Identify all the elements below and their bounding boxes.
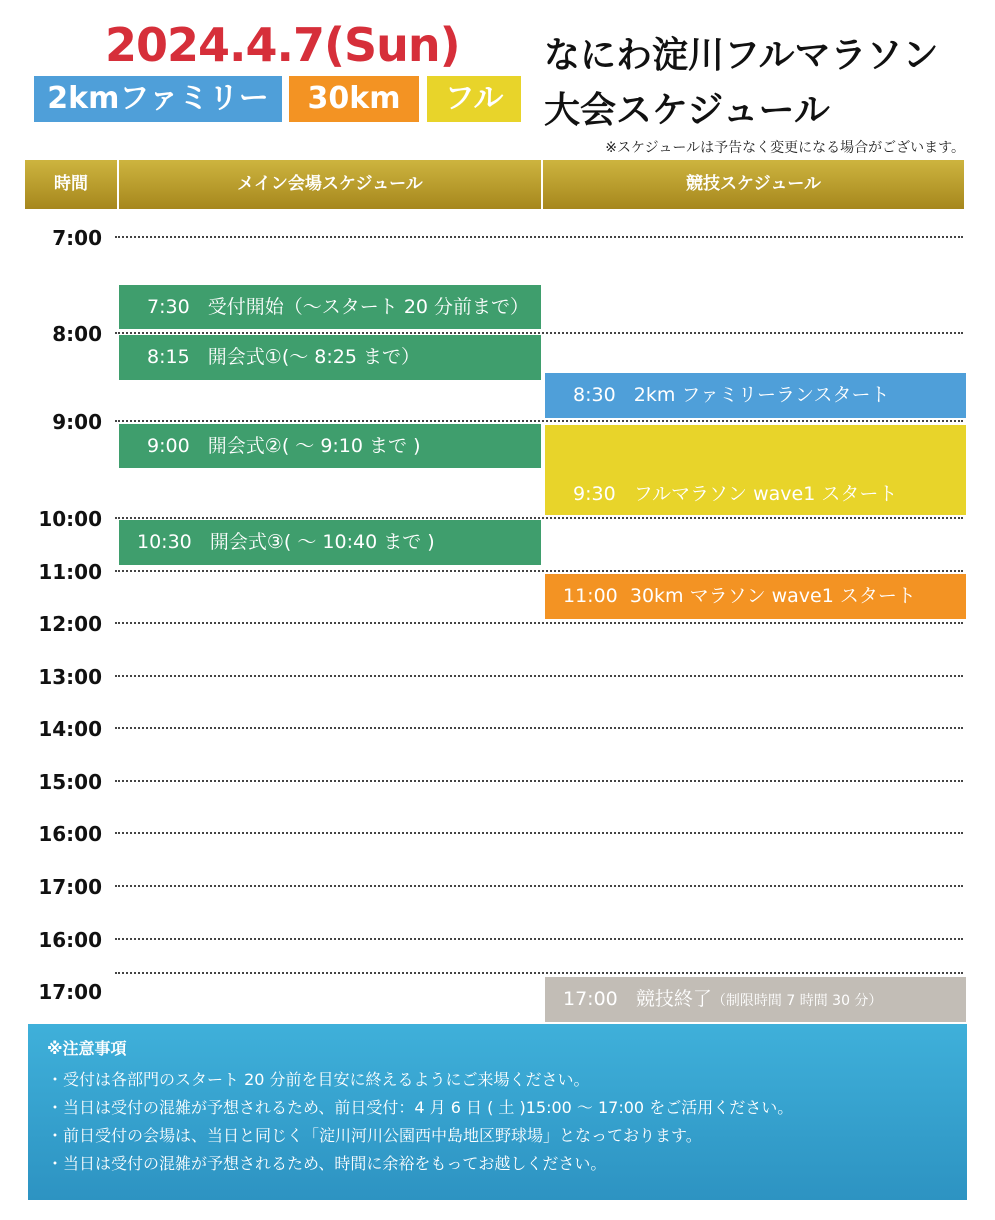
page-title-line2: 大会スケジュール [544, 90, 830, 131]
full-wave2-line: 9:38 フルマラソン wave2 スタート [573, 552, 898, 574]
note-item: ・当日は受付の混雑が予想されるため、前日受付：4 月 6 日 ( 土 )15:00 ～ 17:00 をご活用ください。 [47, 1098, 794, 1117]
row-divider [115, 420, 963, 422]
main-event-reception: 7:30 受付開始（～スタート 20 分前まで） [119, 285, 541, 329]
column-header-race: 競技スケジュール [543, 160, 964, 209]
badge-2km-family: 2kmファミリー [34, 76, 282, 122]
column-header-time: 時間 [25, 160, 117, 209]
note-item: ・受付は各部門のスタート 20 分前を目安に終えるようにご来場ください。 [47, 1070, 590, 1089]
notes-title: ※注意事項 [47, 1039, 127, 1058]
full-wave3-line: 9:46 フルマラソン wave3 スタート [573, 621, 898, 643]
time-label: 8:00 [52, 322, 102, 346]
row-divider [115, 885, 963, 887]
time-label: 15:00 [38, 770, 102, 794]
time-label: 11:00 [38, 560, 102, 584]
badge-30km: 30km [289, 76, 419, 122]
row-divider [115, 675, 963, 677]
row-divider [115, 832, 963, 834]
column-header-main-venue: メイン会場スケジュール [119, 160, 541, 209]
main-event-ceremony-2: 9:00 開会式②( ～ 9:10 まで ) [119, 424, 541, 468]
note-item: ・前日受付の会場は、当日と同じく「淀川河川公園西中島地区野球場」となっております。 [47, 1126, 702, 1145]
row-divider [115, 972, 963, 974]
time-label: 7:00 [52, 226, 102, 250]
race-event-family-run: 8:30 2km ファミリーランスタート [545, 373, 966, 418]
time-label: 9:00 [52, 410, 102, 434]
race-event-30km: 11:00 30km マラソン wave1 スタート [545, 574, 966, 619]
row-divider [115, 780, 963, 782]
race-event-finish: 17:00 競技終了（制限時間 7 時間 30 分） [545, 977, 966, 1022]
full-wave1-line: 9:30 フルマラソン wave1 スタート [573, 483, 898, 505]
schedule-notice: ※スケジュールは予告なく変更になる場合がございます。 [605, 140, 965, 156]
main-event-ceremony-3: 10:30 開会式③( ～ 10:40 まで ) [119, 520, 541, 565]
main-event-ceremony-1: 8:15 開会式①(～ 8:25 まで） [119, 335, 541, 380]
row-divider [115, 938, 963, 940]
notes-panel [28, 1024, 967, 1200]
time-label: 10:00 [38, 507, 102, 531]
badge-full: フル [427, 76, 521, 122]
time-label: 12:00 [38, 612, 102, 636]
note-item: ・当日は受付の混雑が予想されるため、時間に余裕をもってお越しください。 [47, 1154, 607, 1173]
time-label: 17:00 [38, 875, 102, 899]
page-title-line1: なにわ淀川フルマラソン [544, 35, 939, 76]
row-divider [115, 332, 963, 334]
time-label: 17:00 [38, 980, 102, 1004]
time-label: 16:00 [38, 928, 102, 952]
time-label: 13:00 [38, 665, 102, 689]
event-date: 2024.4.7(Sun) [105, 18, 460, 72]
time-label: 16:00 [38, 822, 102, 846]
row-divider [115, 236, 963, 238]
row-divider [115, 727, 963, 729]
time-label: 14:00 [38, 717, 102, 741]
